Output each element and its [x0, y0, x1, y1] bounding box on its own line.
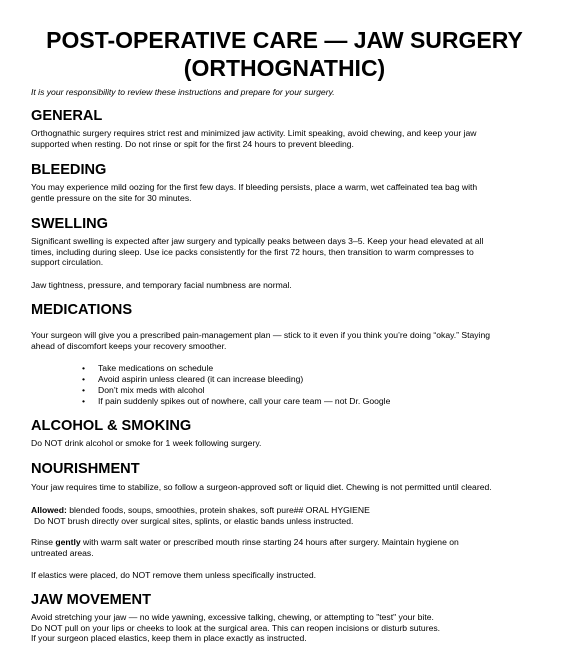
nourishment-heading: NOURISHMENT [31, 461, 140, 477]
swelling-heading: SWELLING [31, 216, 109, 232]
intro-text: It is your responsibility to review these instructions and prepare for your surgery. [31, 87, 335, 97]
allowed-text: blended foods, soups, smoothies, protein shakes, soft pure## ORAL HYGIENE [66, 505, 370, 515]
jaw-movement-line-1: Avoid stretching your jaw — no wide yawning, excessive talking, chewing, or attempting to "test" your bite. [31, 612, 434, 622]
rinse-post: with warm salt water or prescribed mouth rinse starting 24 hours after surgery. Maintain hygiene on [80, 537, 459, 547]
bleeding-line-1: You may experience mild oozing for the first few days. If bleeding persists, place a warm, wet caffeinated tea bag with [31, 182, 478, 192]
general-line-1: Orthognathic surgery requires strict rest and minimized jaw activity. Limit speaking, avoid chewing, and keep your jaw [31, 128, 477, 138]
rinse-line-2: untreated areas. [31, 547, 94, 558]
medications-bullet: • Take medications on schedule [98, 363, 213, 374]
medications-bullet: • Don’t mix meds with alcohol [98, 385, 205, 396]
general-line-2: supported when resting. Do not rinse or spit for the first 24 hours to prevent bleeding. [31, 138, 354, 149]
jaw-movement-line-3: If your surgeon placed elastics, keep them in place exactly as instructed. [31, 633, 307, 643]
jaw-movement-line-2: Do NOT pull on your lips or cheeks to look at the surgical area. This can reopen incisions or disturb sutures. [31, 622, 441, 633]
swelling-line-1: Significant swelling is expected after jaw surgery and typically peaks between days 3–5. Keep your head elevated at all [31, 236, 484, 246]
rinse-pre: Rinse [31, 537, 56, 547]
medications-line-1: Your surgeon will give you a prescribed pain-management plan — stick to it even if you think you’re doing “okay.” Staying [31, 330, 491, 340]
alcohol-heading: ALCOHOL & SMOKING [31, 418, 192, 434]
medications-line-2: ahead of discomfort keeps your recovery smoother. [31, 340, 227, 351]
general-heading: GENERAL [31, 108, 103, 124]
medications-heading: MEDICATIONS [31, 302, 133, 318]
rinse-bold: gently [55, 537, 81, 547]
rinse-line-1 [31, 537, 551, 548]
brush-line: Do NOT brush directly over surgical sites, splints, or elastic bands unless instructed. [34, 515, 354, 526]
allowed-line [31, 505, 551, 516]
document-title-line-1: POST-OPERATIVE CARE — JAW SURGERY [46, 27, 523, 53]
medications-bullet: • Avoid aspirin unless cleared (it can increase bleeding) [98, 374, 303, 385]
elastics-line: If elastics were placed, do NOT remove them unless specifically instructed. [31, 570, 316, 580]
jaw-movement-heading: JAW MOVEMENT [31, 592, 151, 608]
bleeding-heading: BLEEDING [31, 162, 107, 178]
bleeding-line-2: gentle pressure on the site for 30 minutes. [31, 192, 192, 203]
alcohol-line-1: Do NOT drink alcohol or smoke for 1 week following surgery. [31, 438, 262, 448]
medications-bullet: • If pain suddenly spikes out of nowhere, call your care team — not Dr. Google [98, 396, 390, 407]
allowed-label: Allowed: [31, 505, 67, 515]
swelling-note: Jaw tightness, pressure, and temporary facial numbness are normal. [31, 280, 292, 290]
document-title-line-2: (ORTHOGNATHIC) [183, 55, 386, 81]
swelling-line-2: times, including during sleep. Use ice packs consistently for the first 72 hours, then transition to warm compresses to [31, 246, 474, 257]
swelling-line-3: support circulation. [31, 257, 104, 267]
nourishment-line-1: Your jaw requires time to stabilize, so follow a surgeon-approved soft or liquid diet. Chewing is not permitted until cleared. [31, 482, 492, 492]
